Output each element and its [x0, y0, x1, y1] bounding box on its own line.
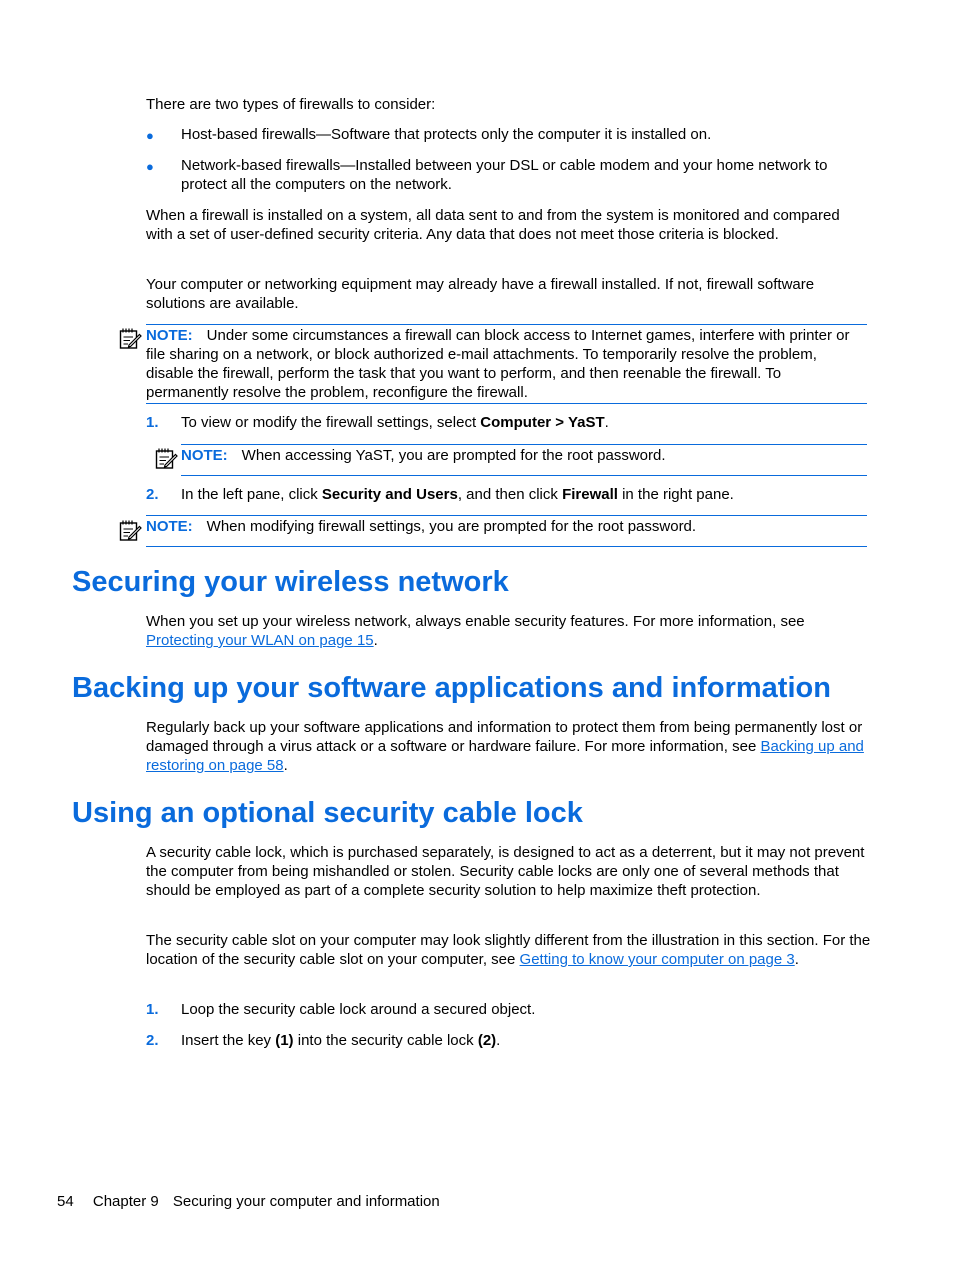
firewall-availability: Your computer or networking equipment may already have a firewall installed. If not, firewall software solutions are available.	[146, 276, 815, 312]
heading-backup: Backing up your software applications and information	[72, 672, 831, 704]
wireless-paragraph: When you set up your wireless network, always enable security features. For more information, see Protecting your WLAN on page 15.	[146, 613, 805, 649]
note-label: NOTE:	[181, 447, 228, 464]
bullet-network-firewall: Network-based firewalls—Installed between your DSL or cable modem and your home network to protect all the computers on the network.	[181, 157, 828, 193]
step-number: 2.	[146, 486, 159, 503]
step-number: 1.	[146, 1001, 159, 1018]
bullet-icon: ●	[146, 159, 154, 174]
link-backing-up[interactable]: Backing up and restoring on page 58	[146, 738, 864, 774]
note-pad-icon	[118, 326, 142, 350]
step-number: 1.	[146, 414, 159, 431]
note-pad-icon	[154, 446, 178, 470]
note-text: When accessing YaST, you are prompted for the root password.	[241, 447, 666, 464]
cable-step-2: Insert the key (1) into the security cable lock (2).	[181, 1032, 501, 1049]
cable-step-1: Loop the security cable lock around a secured object.	[181, 1001, 536, 1018]
firewall-step-2: In the left pane, click Security and Users, and then click Firewall in the right pane.	[181, 486, 734, 503]
note-firewall-interference	[146, 324, 867, 404]
intro-lead: There are two types of firewalls to consider:	[146, 96, 436, 113]
link-getting-to-know[interactable]: Getting to know your computer on page 3	[519, 951, 795, 968]
page-footer	[57, 1192, 440, 1211]
note-label: NOTE:	[146, 518, 193, 535]
chapter-title: Securing your computer and information	[172, 1193, 440, 1210]
note-text: Under some circumstances a firewall can block access to Internet games, interfere with printer or file sharing on a network, or block authorized e-mail attachments. To temporarily resolve the problem, disable the firewall, perform the task that you want to perform, and then reenable the firewall. To permanently resolve the problem, reconfigure the firewall.	[146, 327, 850, 401]
firewall-description: When a firewall is installed on a system, all data sent to and from the system is monitored and compared with a set of user-defined security criteria. Any data that does not meet those criteria is blocked.	[146, 207, 840, 243]
note-pad-icon	[118, 518, 142, 542]
step-number: 2.	[146, 1032, 159, 1049]
note-yast-password	[181, 444, 867, 476]
bullet-icon: ●	[146, 128, 154, 143]
bullet-host-firewall: Host-based firewalls—Software that protects only the computer it is installed on.	[181, 126, 712, 143]
note-modify-password	[146, 515, 867, 547]
heading-wireless: Securing your wireless network	[72, 566, 509, 598]
note-label: NOTE:	[146, 327, 193, 344]
note-text: When modifying firewall settings, you are prompted for the root password.	[206, 518, 697, 535]
cable-paragraph-1: A security cable lock, which is purchased separately, is designed to act as a deterrent, but it may not prevent the computer from being mishandled or stolen. Security cable locks are only one of several methods that should be employed as part of a complete security solution to help maximize theft protection.	[146, 844, 865, 899]
heading-cable-lock: Using an optional security cable lock	[72, 797, 583, 829]
firewall-step-1: To view or modify the firewall settings, select Computer > YaST.	[181, 414, 609, 431]
backup-paragraph: Regularly back up your software applications and information to protect them from being permanently lost or damaged through a virus attack or a software or hardware failure. For more information, see Backing up and restoring on page 58.	[146, 719, 864, 774]
page-number: 54	[57, 1193, 74, 1210]
link-protecting-wlan[interactable]: Protecting your WLAN on page 15	[146, 632, 374, 649]
chapter-label: Chapter 9	[92, 1193, 159, 1210]
cable-paragraph-2: The security cable slot on your computer may look slightly different from the illustration in this section. For the location of the security cable slot on your computer, see Getting to know your computer on page 3.	[146, 932, 871, 968]
